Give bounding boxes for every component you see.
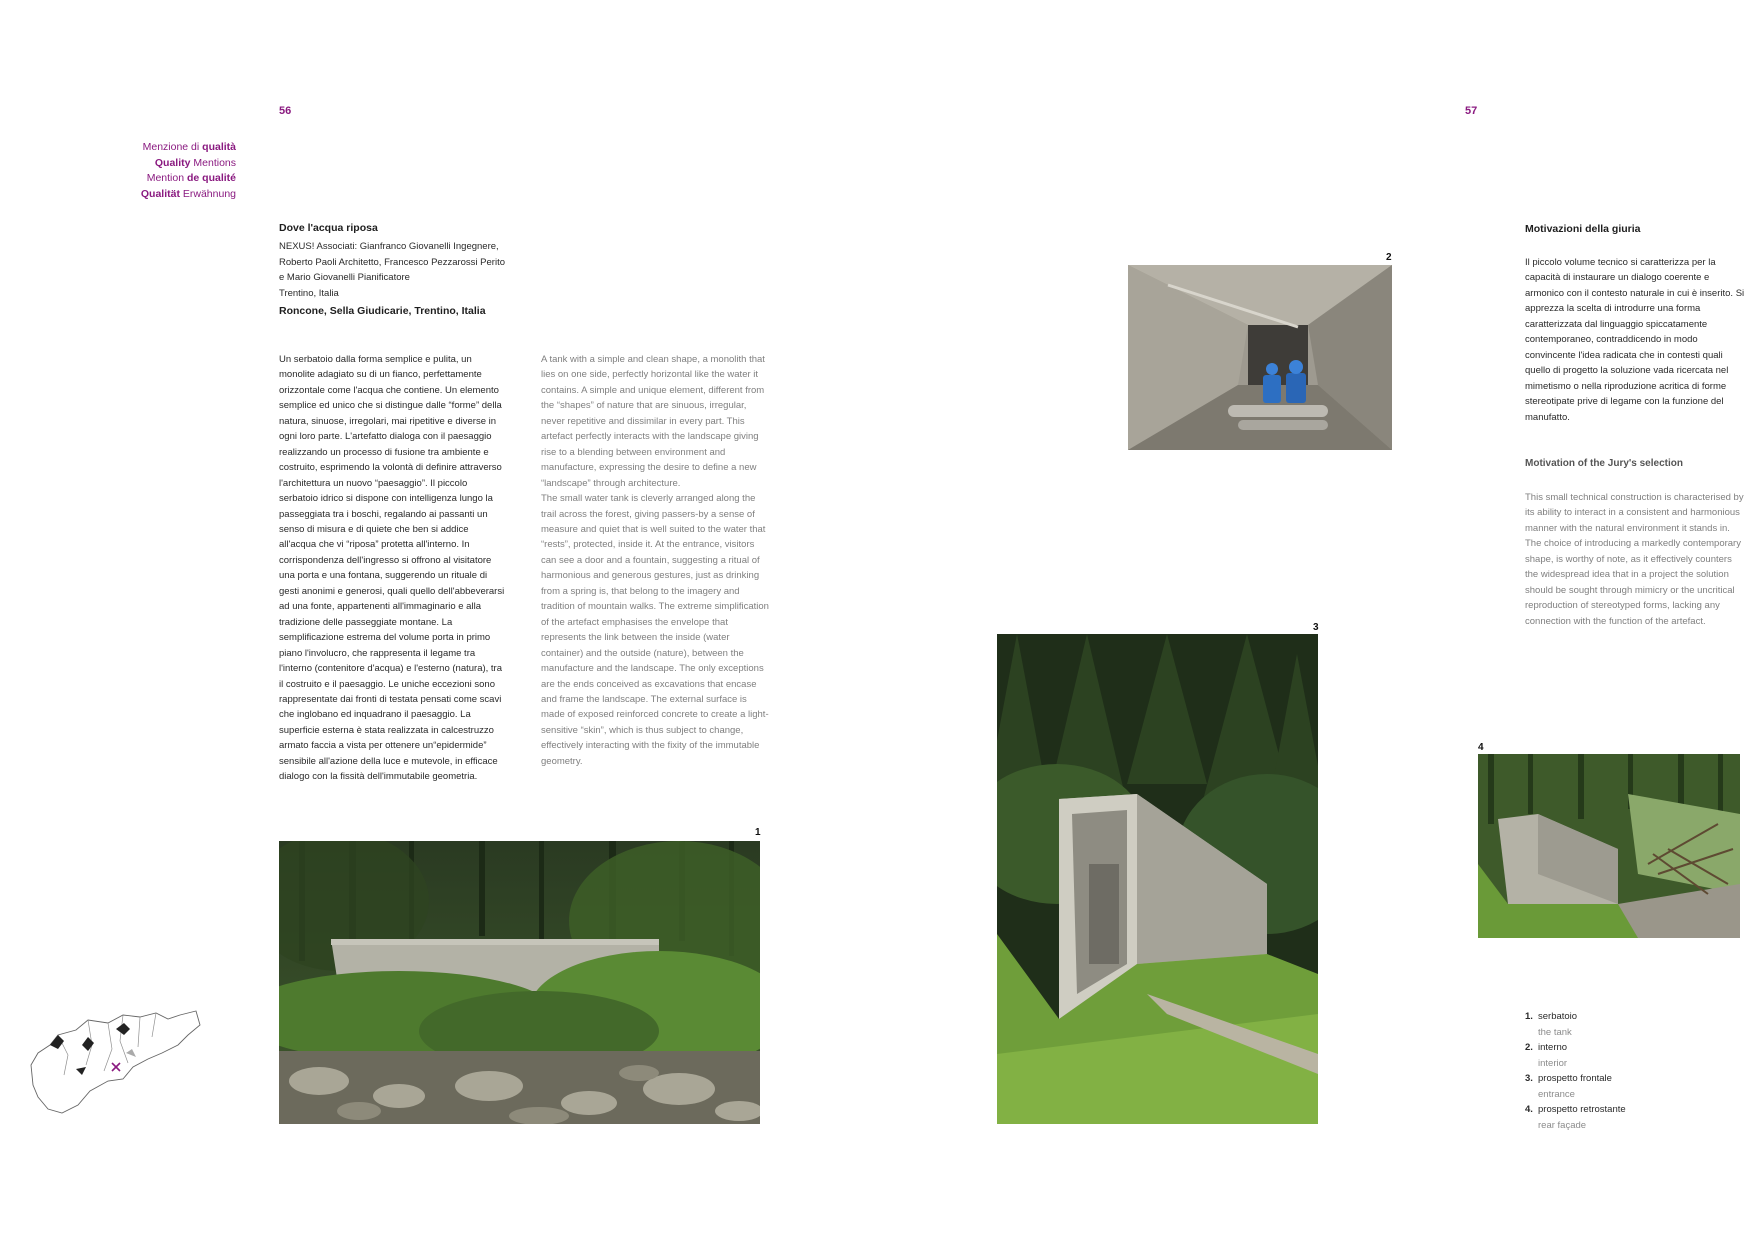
photo-number-3: 3 (1313, 622, 1319, 633)
mention-de: Qualität Erwähnung (140, 187, 236, 200)
photo-number-2: 2 (1386, 252, 1392, 263)
author-line: NEXUS! Associati: Gianfranco Giovanelli Ingegnere, (279, 241, 499, 252)
jury-title-english: Motivation of the Jury's selection (1525, 458, 1683, 469)
jury-text-english: This small technical construction is characterised by its ability to interact in a consistent and harmonious manner with the natural environment it stands in. The choice of introducing a markedly contemporary shape, is worthy of note, as it effectively counters the widespread idea that in a project the solution should be sought through mimicry or the uncritical reproduction of stereotyped forms, lacking any connection with the function of the artefact. (1525, 492, 1744, 627)
section-label-mentions (141, 140, 236, 202)
photo-entrance (997, 634, 1318, 1124)
photo-number-4: 4 (1478, 742, 1484, 753)
mention-fr: Mention de qualité (146, 172, 236, 184)
page-number-right: 57 (1465, 105, 1478, 117)
author-line: e Mario Giovanelli Pianificatore (279, 272, 410, 283)
locator-map (28, 1005, 206, 1117)
mention-it: Menzione di qualità (142, 141, 236, 153)
jury-text-italian: Il piccolo volume tecnico si caratterizza per la capacità di instaurare un dialogo coerente e armonico con il contesto naturale in cui è inserito. Si apprezza la scelta di introdurre una forma caratterizzata dal linguaggio spiccatamente contemporaneo, contraddicendo in modo convincente l'idea radicata che in contesti quali quello di progetto la soluzione vada ricercata nel mimetismo o nella riproduzione acritica di forme stereotipate prive di legame con la funzione del manufatto. (1525, 257, 1745, 423)
project-title: Dove l'acqua riposa (279, 222, 378, 234)
legend-item-3: 3. prospetto frontale (1525, 1073, 1612, 1084)
legend-item-1: 1. serbatoio (1525, 1011, 1578, 1022)
photo-tank (279, 841, 760, 1124)
photo-legend: 1. serbatoio the tank 2. interno interior 3. prospetto frontale entrance 4. prospetto retrostante rear façade (1525, 1011, 1626, 1131)
author-line: Trentino, Italia (279, 287, 339, 299)
description-english: A tank with a simple and clean shape, a monolith that lies on one side, perfectly horizontal like the water it contains. A simple and unique element, different from the “shapes” of nature that are sinuous, irregular, never repetitive and dissimilar in every part. This artefact perfectly interacts with the landscape giving rise to a blending between environment and manufacture, expressing the desire to define a new “landscape” through architecture. The small water tank is cleverly arranged along the trail across the forest, giving passers-by a sense of measure and quiet that is well suited to the water that “rests”, protected, inside it. At the entrance, visitors can see a door and a fountain, suggesting a ritual of harmonious and generous gestures, just as drinking from a spring is, that belong to the imagery and tradition of mountain walks. The extreme simplification of the artefact emphasises the envelope that represents the link between the inside (water container) and the outside (nature), between the manufacture and the landscape. The only exceptions are the ends conceived as excavations that encase and frame the landscape. The external surface is made of exposed reinforced concrete to create a light-sensitive “skin”, which is thus subject to change, effectively interacting with the fixity of the immutable geometry. (541, 354, 769, 767)
description-italian: Un serbatoio dalla forma semplice e pulita, un monolite adagiato su di un fianco, perfettamente orizzontale come l'acqua che contiene. Un elemento semplice ed unico che si distingue dalle “forme” della natura, sinuose, irregolari, mai ripetitive e diverse in ogni loro parte. L'artefatto dialoga con il paesaggio realizzando un processo di fusione tra ambiente e costruito, esprimendo la volontà di definire attraverso l'architettura un nuovo “paesaggio”. Il piccolo serbatoio idrico si dispone con intelligenza lungo la passeggiata tra i boschi, regalando ai passanti un senso di misura e di quiete che ben si addice all'acqua che vi “riposa” protetta all'interno. In corrispondenza dell'ingresso si offrono al visitatore una porta e una fontana, suggerendo un rituale di gesti anonimi e generosi, quali quello dell'abbeverarsi ad una fonte, appartenenti all'immaginario e alla tradizione delle passeggiate montane. La semplificazione estrema del volume porta in primo piano l'involucro, che rappresenta il legame tra l'interno (contenitore d'acqua) e l'esterno (natura), tra il costruito e il paesaggio. Le uniche eccezioni sono rappresentate dai fronti di testata pensati come scavi che inglobano ed inquadrano il paesaggio. La superficie esterna è stata realizzata in calcestruzzo armato faccia a vista per ottenere un“epidermide” sensibile all'azione della luce e mutevole, in efficace dialogo con la fissità dell'immutabile geometria. (279, 354, 505, 783)
photo-interior (1128, 265, 1392, 450)
project-location: Roncone, Sella Giudicarie, Trentino, Italia (279, 305, 486, 317)
photo-rear-facade (1478, 754, 1740, 938)
photo-number-1: 1 (755, 827, 761, 838)
legend-item-4: 4. prospetto retrostante (1525, 1104, 1626, 1115)
legend-item-2: 2. interno (1525, 1042, 1568, 1053)
page-number-left: 56 (279, 105, 292, 117)
jury-title-italian: Motivazioni della giuria (1525, 223, 1641, 235)
mention-en: Quality Mentions (154, 156, 236, 169)
project-authors (279, 239, 519, 301)
author-line: Roberto Paoli Architetto, Francesco Pezzarossi Perito (279, 256, 505, 268)
